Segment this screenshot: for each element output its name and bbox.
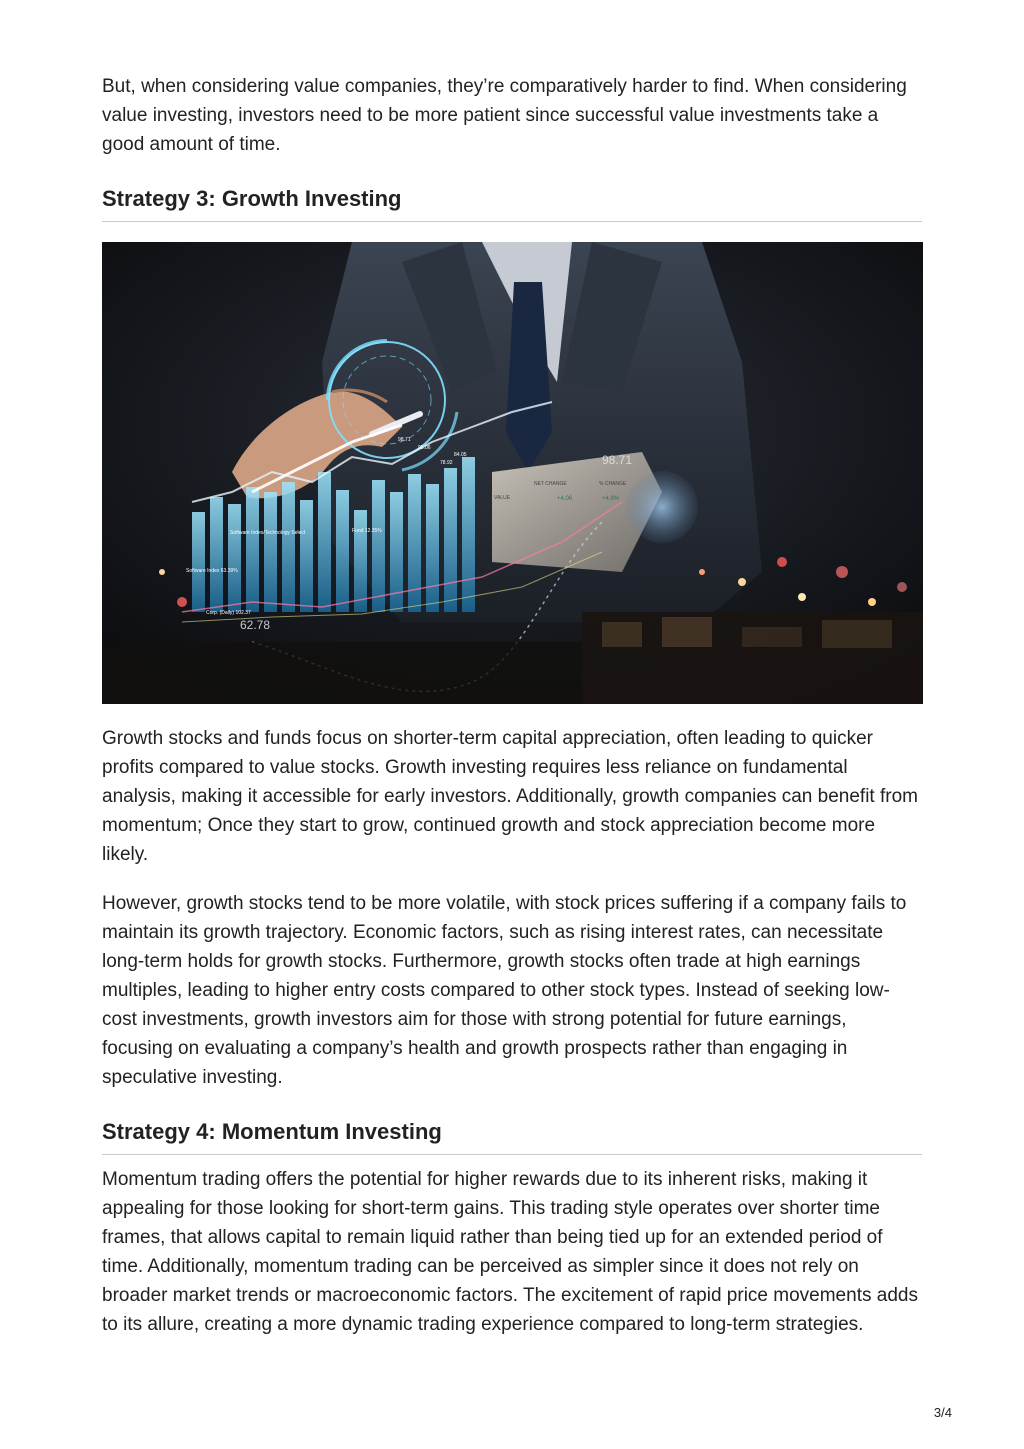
svg-text:VALUE: VALUE: [494, 495, 511, 501]
svg-text:Fund 12.35%: Fund 12.35%: [352, 528, 382, 534]
svg-text:98.71: 98.71: [602, 453, 633, 467]
svg-text:NET CHANGE: NET CHANGE: [534, 481, 567, 487]
page-number: 3/4: [933, 1405, 952, 1420]
svg-text:Software Index 63.39%: Software Index 63.39%: [186, 568, 238, 574]
svg-text:98.71: 98.71: [398, 437, 411, 443]
paragraph-growth-2: However, growth stocks tend to be more volatile, with stock prices suffering if a company fails to maintain its growth trajectory. Economic factors, such as rising interest rates, can necessitate long-term holds for growth stocks. Furthermore, growth stocks often trade at high earnings multiples, leading to higher entry costs compared to other stock types. Instead of seeking low-cost investments, growth investors aim for those with strong potential for future earnings, focusing on evaluating a company’s health and growth prospects rather than engaging in speculative investing.: [102, 893, 907, 1088]
svg-text:62.78: 62.78: [240, 618, 271, 632]
svg-text:% CHANGE: % CHANGE: [599, 481, 627, 487]
paragraph-growth-1: Growth stocks and funds focus on shorter-term capital appreciation, often leading to quicker profits compared to value stocks. Growth investing requires less reliance on fundamental analysis, making it accessible for early investors. Additionally, growth companies can benefit from momentum; Once they start to grow, continued growth and stock appreciation become more likely.: [102, 728, 918, 865]
svg-text:Software Index/Technology Sele: Software Index/Technology Select: [230, 530, 306, 536]
paragraph-momentum-1: Momentum trading offers the potential for higher rewards due to its inherent risks, making it appealing for those looking for short-term gains. This trading style operates over shorter time frames, that allows capital to remain liquid rather than being tied up for an extended period of time. Additionally, momentum trading can be perceived as simpler since it does not rely on broader market trends or macroeconomic factors. The excitement of rapid price movements adds to its allure, creating a more dynamic trading experience compared to long-term strategies.: [102, 1169, 918, 1335]
svg-text:+4.06: +4.06: [557, 496, 573, 502]
document-page: [102, 72, 922, 1339]
svg-text:84.05: 84.05: [454, 452, 467, 458]
paragraph-intro: But, when considering value companies, they’re comparatively harder to find. When considering value investing, investors need to be more patient since successful value investments take a good amount of time.: [102, 76, 907, 155]
svg-text:78.92: 78.92: [440, 460, 453, 466]
growth-investing-photo: [102, 242, 923, 704]
svg-text:Corp. (Daily) 102.37: Corp. (Daily) 102.37: [206, 610, 251, 616]
heading-strategy-4: Strategy 4: Momentum Investing: [102, 1118, 922, 1155]
svg-text:+4.9%: +4.9%: [602, 496, 620, 502]
heading-strategy-3: Strategy 3: Growth Investing: [102, 185, 922, 222]
svg-text:95.06: 95.06: [418, 445, 431, 451]
